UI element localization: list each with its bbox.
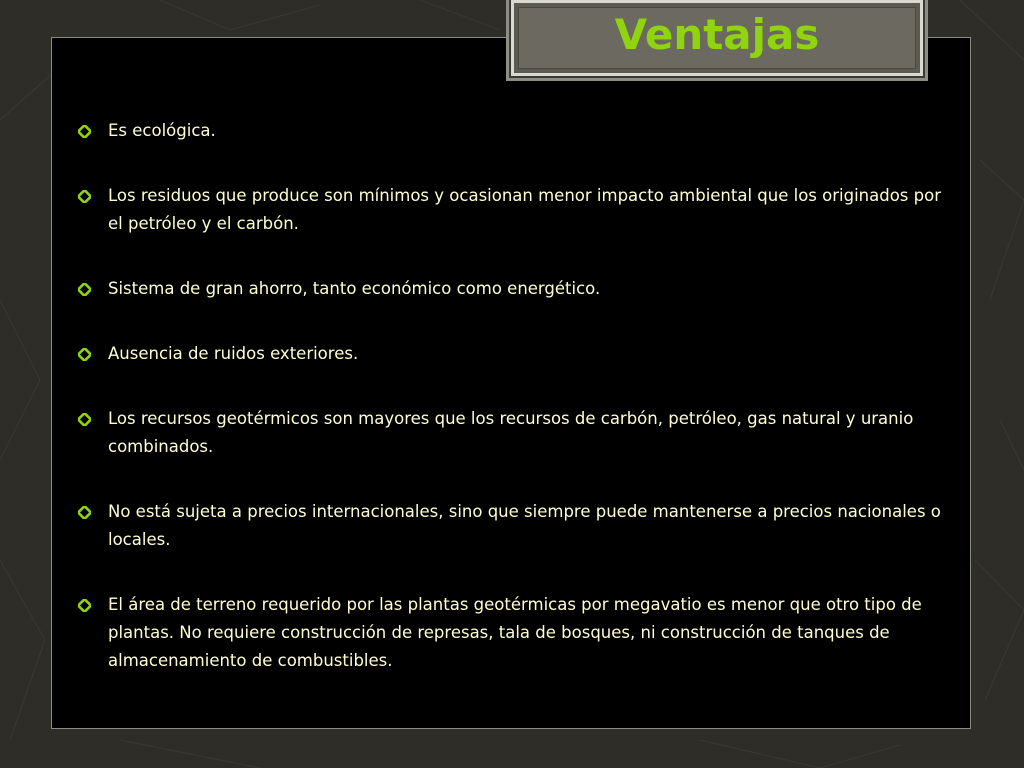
diamond-bullet-icon (78, 599, 91, 612)
list-item (78, 405, 958, 461)
list-item (78, 340, 958, 368)
diamond-bullet-icon (78, 413, 91, 426)
bullet-text: El área de terreno requerido por las plantas geotérmicas por megavatio es menor que otro tipo de plantas. No requiere construcción de represas, tala de bosques, ni construcción de tanques de almacenamiento de combustibles. (108, 595, 922, 670)
title-box (511, 0, 923, 76)
diamond-bullet-icon (78, 190, 91, 203)
diamond-bullet-icon (78, 283, 91, 296)
bullet-text: Es ecológica. (108, 121, 216, 140)
bullet-text: Los recursos geotérmicos son mayores que los recursos de carbón, petróleo, gas natural y uranio combinados. (108, 409, 914, 456)
diamond-bullet-icon (78, 125, 91, 138)
list-item (78, 498, 958, 554)
list-item (78, 275, 958, 303)
slide-title: Ventajas (614, 10, 820, 59)
list-item (78, 182, 958, 238)
list-item (78, 591, 958, 675)
diamond-bullet-icon (78, 506, 91, 519)
bullet-text: Los residuos que produce son mínimos y ocasionan menor impacto ambiental que los originados por el petróleo y el carbón. (108, 186, 942, 233)
diamond-bullet-icon (78, 348, 91, 361)
bullet-text: Sistema de gran ahorro, tanto económico como energético. (108, 279, 601, 298)
bullet-list (78, 117, 958, 675)
list-item (78, 117, 958, 145)
bullet-text: No está sujeta a precios internacionales, sino que siempre puede mantenerse a precios nacionales o locales. (108, 502, 941, 549)
bullet-text: Ausencia de ruidos exteriores. (108, 344, 359, 363)
